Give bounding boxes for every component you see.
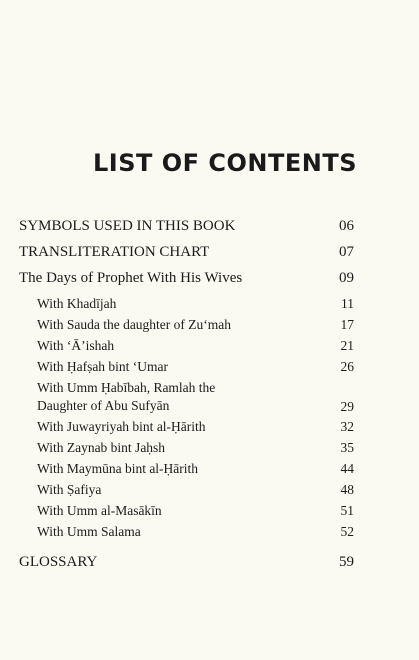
- toc-entry-page: 07: [339, 244, 354, 260]
- toc-entry-page: 59: [339, 554, 354, 570]
- toc-entry-page: 11: [341, 296, 354, 311]
- toc-entry-label: With Khadījah: [37, 296, 117, 311]
- toc-entry-page: 51: [340, 503, 354, 518]
- toc-entry-page: 48: [340, 482, 354, 497]
- toc-entry-page: 21: [340, 338, 354, 353]
- toc-entry-label: GLOSSARY: [19, 554, 98, 570]
- toc-entry-label: SYMBOLS USED IN THIS BOOK: [19, 218, 236, 234]
- toc-entry-page: 35: [340, 440, 354, 455]
- toc-entry-label: With ‘Ā’ishah: [37, 338, 115, 353]
- toc-entry-page: 17: [340, 317, 354, 332]
- toc-entry-label: With Juwayriyah bint al-Ḥārith: [37, 419, 206, 434]
- toc-entry-label: The Days of Prophet With His Wives: [19, 270, 243, 286]
- toc-entry-page: 52: [340, 524, 354, 539]
- toc-entry-label: With Ḥafṣah bint ‘Umar: [37, 359, 169, 374]
- toc-entry-label: With Umm al-Masākīn: [37, 503, 162, 518]
- toc-entry-page: 09: [339, 270, 354, 286]
- toc-entry-page: 44: [340, 461, 354, 476]
- toc-entry-page: 29: [340, 399, 354, 414]
- page-title: LIST OF CONTENTS: [93, 149, 357, 177]
- toc-entry-label: With Umm Ḥabībah, Ramlah the Daughter of Abu Sufyān: [37, 380, 216, 413]
- toc-entry-label: With Maymūna bint al-Ḥārith: [37, 461, 199, 476]
- toc-entry-label: With Sauda the daughter of Zu‘mah: [37, 317, 232, 332]
- toc-entry-page: 06: [339, 218, 354, 234]
- toc-entry-label: With Umm Salama: [37, 524, 141, 539]
- toc-entry-page: 32: [340, 419, 354, 434]
- toc-entry-label: TRANSLITERATION CHART: [19, 244, 210, 260]
- toc-entry-label: With Ṣafiya: [37, 482, 102, 497]
- toc-entry-page: 26: [340, 359, 354, 374]
- toc-entry-label: With Zaynab bint Jaḥsh: [37, 440, 166, 455]
